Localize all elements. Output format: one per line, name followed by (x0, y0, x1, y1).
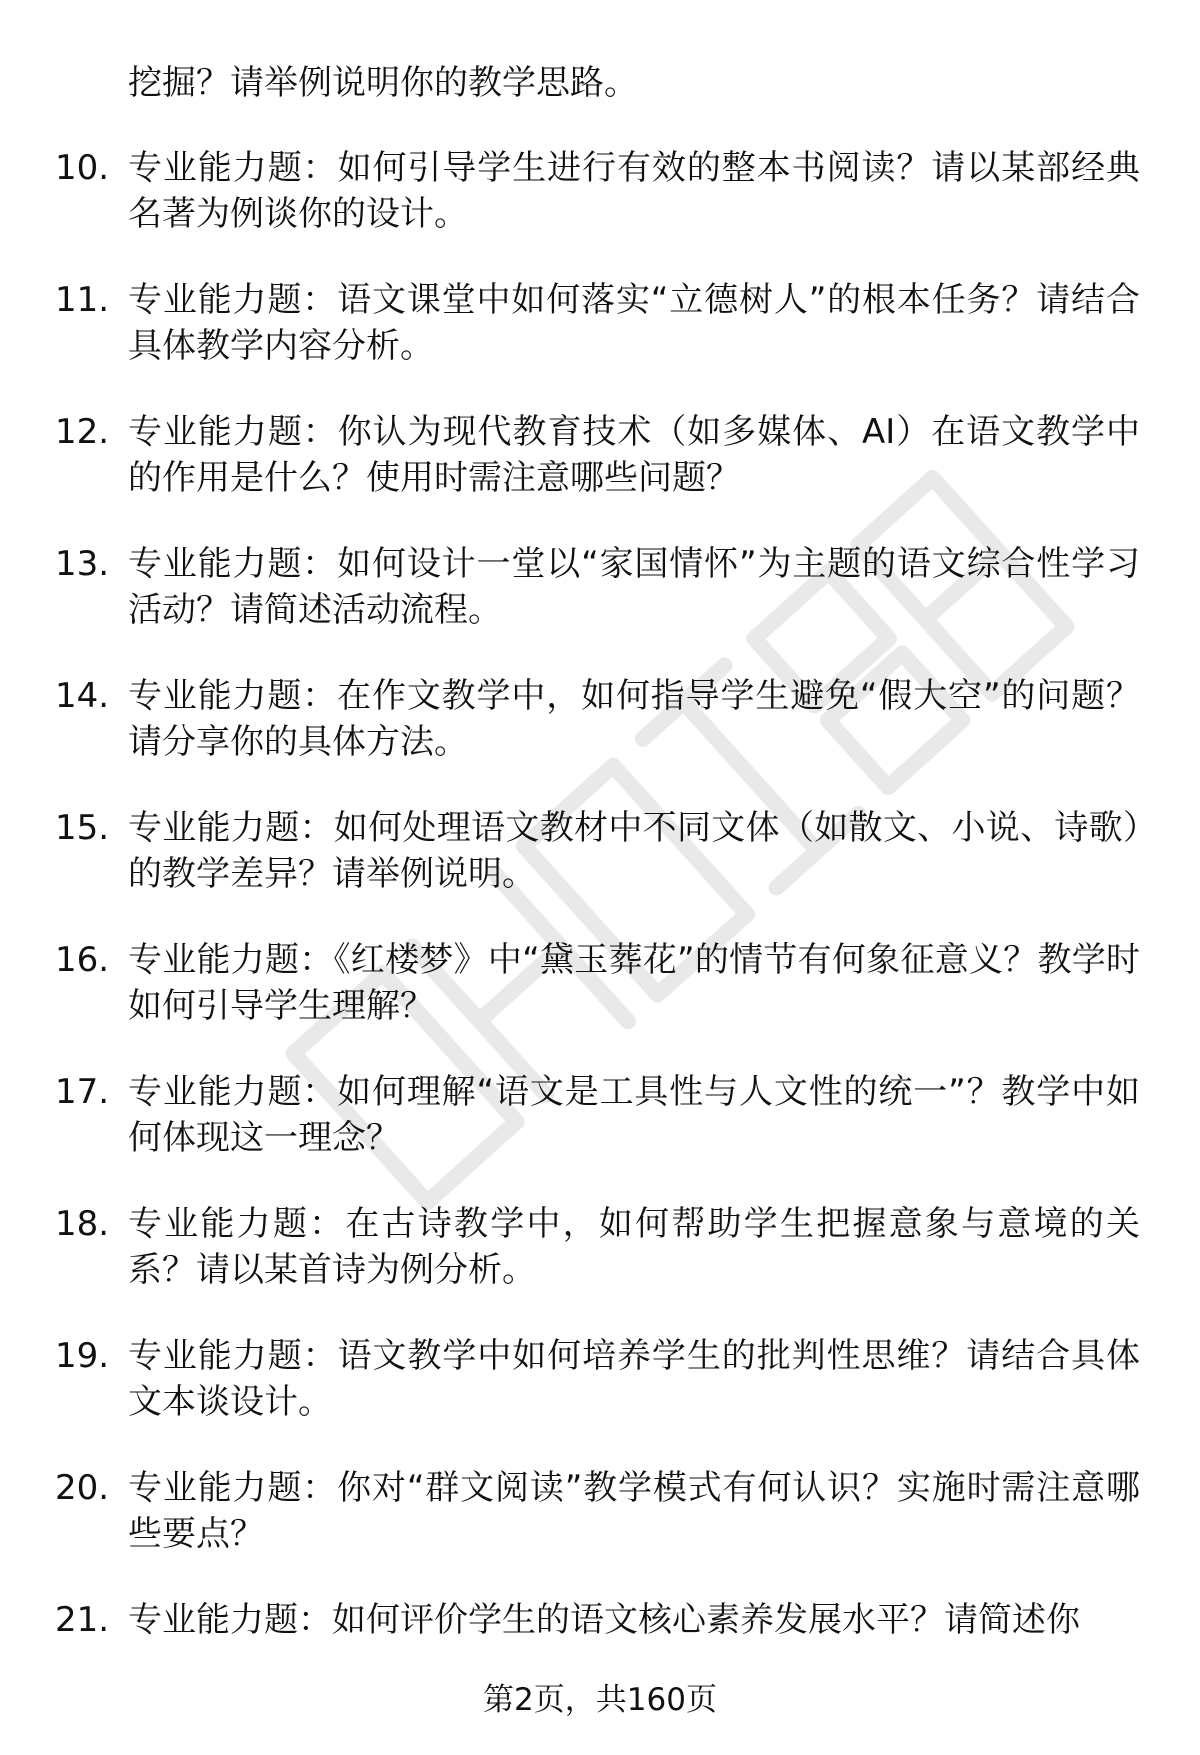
question-number: 14. (55, 676, 110, 716)
question-text: 专业能力题：语文课堂中如何落实“立德树人”的根本任务？请结合具体教学内容分析。 (128, 280, 1140, 366)
list-item (0, 1465, 1200, 1597)
question-number: 12. (55, 412, 110, 452)
question-number: 16. (55, 940, 110, 980)
question-text: 专业能力题：在古诗教学中，如何帮助学生把握意象与意境的关系？请以某首诗为例分析。 (128, 1204, 1140, 1290)
list-item (0, 145, 1200, 277)
list-item (0, 937, 1200, 1069)
question-number: 15. (55, 808, 110, 848)
question-number: 18. (55, 1204, 110, 1244)
list-item (0, 1201, 1200, 1333)
question-number: 17. (55, 1072, 110, 1112)
question-number: 20. (55, 1468, 110, 1508)
question-text: 专业能力题：如何设计一堂以“家国情怀”为主题的语文综合性学习活动？请简述活动流程。 (128, 544, 1140, 630)
question-list (0, 145, 1200, 1729)
page-number-footer: 第2页，共160页 (483, 1682, 717, 1718)
question-number: 21. (55, 1600, 110, 1640)
question-text: 专业能力题：如何评价学生的语文核心素养发展水平？请简述你 (128, 1600, 1080, 1640)
question-text: 专业能力题：你认为现代教育技术（如多媒体、AI）在语文教学中的作用是什么？使用时需注意哪些问题？ (128, 412, 1140, 498)
list-item (0, 541, 1200, 673)
question-number: 10. (55, 148, 110, 188)
list-item (0, 673, 1200, 805)
question-text: 专业能力题：在作文教学中，如何指导学生避免“假大空”的问题？请分享你的具体方法。 (128, 676, 1140, 762)
question-text: 专业能力题：如何引导学生进行有效的整本书阅读？请以某部经典名著为例谈你的设计。 (128, 148, 1140, 234)
question-text: 专业能力题：你对“群文阅读”教学模式有何认识？实施时需注意哪些要点？ (128, 1468, 1140, 1554)
continuation-text: 挖掘？请举例说明你的教学思路。 (128, 63, 638, 103)
question-number: 13. (55, 544, 110, 584)
list-item (0, 409, 1200, 541)
question-text: 专业能力题：语文教学中如何培养学生的批判性思维？请结合具体文本谈设计。 (128, 1336, 1140, 1422)
question-text: 专业能力题：如何处理语文教材中不同文体（如散文、小说、诗歌）的教学差异？请举例说明。 (128, 808, 1140, 894)
question-text: 专业能力题：如何理解“语文是工具性与人文性的统一”？教学中如何体现这一理念？ (128, 1072, 1140, 1158)
list-item (0, 277, 1200, 409)
list-item (0, 1069, 1200, 1201)
list-item (0, 805, 1200, 937)
question-text: 专业能力题：《红楼梦》中“黛玉葬花”的情节有何象征意义？教学时如何引导学生理解？ (128, 940, 1140, 1026)
list-item (0, 1333, 1200, 1465)
question-number: 11. (55, 280, 110, 320)
question-number: 19. (55, 1336, 110, 1376)
